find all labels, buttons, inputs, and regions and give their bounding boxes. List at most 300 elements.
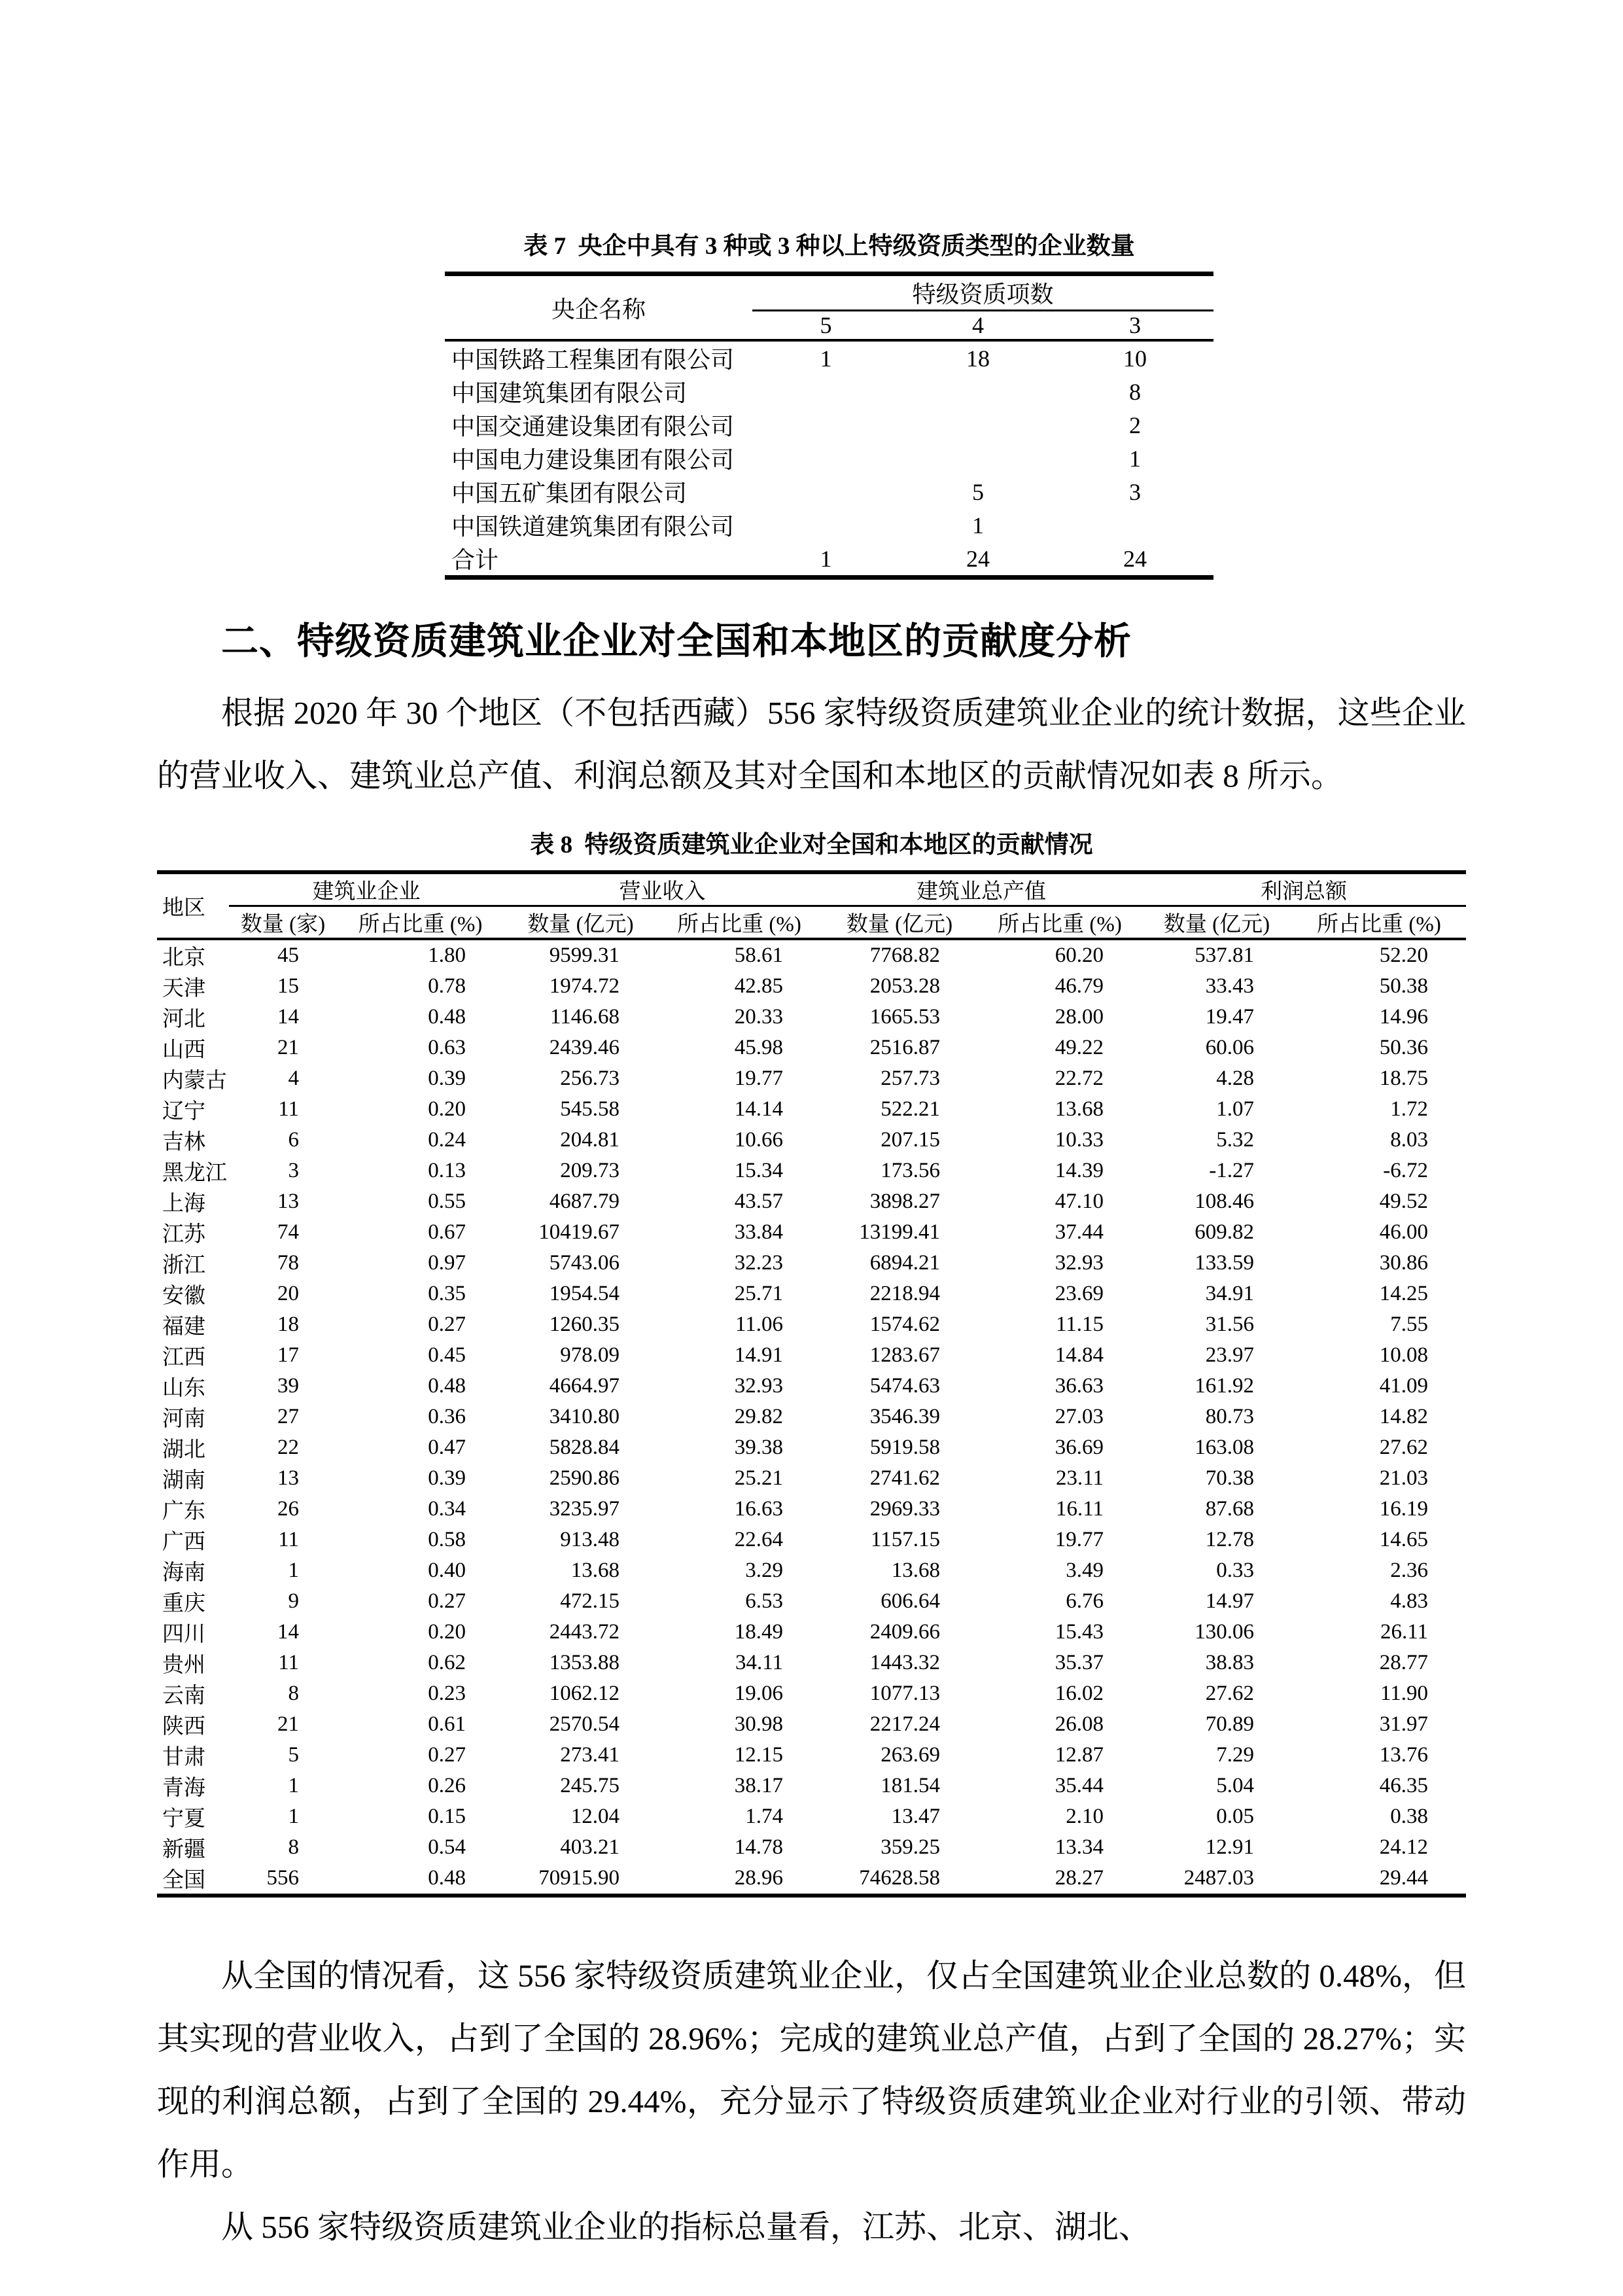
profit-amount-cell: 133.59 (1195, 1251, 1254, 1275)
company-name-cell: 合计 (451, 547, 499, 573)
table7-subcol-5: 5 (752, 311, 899, 341)
revenue-share-cell: 29.82 (734, 1405, 783, 1428)
enterprise-share-cell: 0.40 (428, 1559, 466, 1582)
revenue-share-cell: 16.63 (734, 1497, 783, 1521)
revenue-share-cell: 34.11 (735, 1651, 783, 1674)
profit-amount-cell: 60.06 (1205, 1036, 1254, 1059)
enterprise-count-cell: 74 (277, 1220, 299, 1244)
revenue-share-cell: 28.96 (734, 1866, 783, 1890)
table7-subcol-3: 3 (1056, 311, 1213, 341)
count-4-cell: 5 (972, 478, 984, 505)
revenue-amount-cell: 4664.97 (549, 1374, 620, 1398)
revenue-amount-cell: 12.04 (570, 1805, 620, 1828)
table-row (445, 542, 1213, 578)
revenue-share-cell: 10.66 (734, 1128, 783, 1152)
revenue-amount-cell: 2443.72 (549, 1620, 620, 1644)
enterprise-count-cell: 8 (288, 1835, 299, 1859)
revenue-amount-cell: 4687.79 (549, 1190, 620, 1213)
region-cell: 浙江 (162, 1254, 205, 1277)
output-amount-cell: 1157.15 (870, 1528, 940, 1551)
enterprise-count-cell: 39 (277, 1374, 299, 1398)
revenue-amount-cell: 9599.31 (549, 944, 620, 967)
region-cell: 江苏 (162, 1223, 205, 1246)
profit-amount-cell: 130.06 (1195, 1620, 1254, 1644)
region-cell: 宁夏 (162, 1807, 205, 1831)
output-share-cell: 13.34 (1055, 1835, 1104, 1859)
enterprise-count-cell: 11 (278, 1097, 299, 1121)
region-cell: 新疆 (162, 1838, 205, 1862)
count-3-cell: 24 (1123, 545, 1147, 572)
enterprise-count-cell: 27 (277, 1405, 299, 1428)
revenue-amount-cell: 2570.54 (549, 1712, 620, 1736)
count-4-cell (899, 442, 1056, 475)
enterprise-count-cell: 14 (277, 1005, 299, 1029)
revenue-share-cell: 25.21 (734, 1466, 783, 1490)
table8-header (157, 872, 1466, 939)
profit-share-cell: 49.52 (1379, 1190, 1428, 1213)
table-row (157, 1555, 1466, 1586)
profit-share-cell: 30.86 (1379, 1251, 1428, 1275)
enterprise-count-cell: 45 (277, 944, 299, 967)
output-share-cell: 37.44 (1055, 1220, 1104, 1244)
profit-amount-cell: 87.68 (1205, 1497, 1254, 1521)
profit-share-cell: 16.19 (1379, 1497, 1428, 1521)
revenue-amount-cell: 403.21 (560, 1835, 620, 1859)
output-amount-cell: 1574.62 (869, 1313, 940, 1336)
region-cell: 吉林 (162, 1131, 205, 1154)
output-amount-cell: 606.64 (881, 1589, 940, 1613)
enterprise-share-cell: 0.20 (428, 1620, 466, 1644)
profit-share-cell: 46.35 (1379, 1774, 1428, 1797)
table-row (157, 1094, 1466, 1125)
revenue-amount-cell: 3410.80 (549, 1405, 620, 1428)
table8-sub-share: 所占比重 (%) (978, 906, 1142, 940)
revenue-amount-cell: 3235.97 (549, 1497, 620, 1521)
enterprise-count-cell: 21 (277, 1712, 299, 1736)
enterprise-count-cell: 22 (277, 1436, 299, 1459)
output-share-cell: 14.84 (1055, 1343, 1104, 1367)
output-amount-cell: 13199.41 (859, 1220, 940, 1244)
count-4-cell: 1 (972, 512, 984, 539)
revenue-amount-cell: 70915.90 (538, 1866, 620, 1890)
revenue-amount-cell: 1954.54 (549, 1282, 620, 1305)
output-amount-cell: 5474.63 (869, 1374, 940, 1398)
output-amount-cell: 13.47 (891, 1805, 940, 1828)
revenue-amount-cell: 545.58 (560, 1097, 620, 1121)
table-row (157, 1125, 1466, 1156)
revenue-share-cell: 20.33 (734, 1005, 783, 1029)
enterprise-share-cell: 0.36 (428, 1405, 466, 1428)
profit-amount-cell: 161.92 (1195, 1374, 1254, 1398)
profit-share-cell: 46.00 (1379, 1220, 1428, 1244)
revenue-amount-cell: 1974.72 (549, 974, 620, 998)
profit-amount-cell: 0.05 (1216, 1805, 1254, 1828)
region-cell: 云南 (162, 1684, 205, 1708)
revenue-share-cell: 11.06 (735, 1313, 783, 1336)
table8-body (157, 939, 1466, 1896)
enterprise-share-cell: 0.54 (428, 1835, 466, 1859)
region-cell: 重庆 (162, 1592, 205, 1616)
profit-amount-cell: -1.27 (1209, 1159, 1254, 1182)
region-cell: 陕西 (162, 1715, 205, 1739)
output-share-cell: 19.77 (1055, 1528, 1104, 1551)
output-share-cell: 47.10 (1055, 1190, 1104, 1213)
table-row (445, 508, 1213, 542)
revenue-share-cell: 58.61 (734, 944, 783, 967)
table-row (445, 442, 1213, 475)
table-row (157, 1156, 1466, 1186)
revenue-amount-cell: 1062.12 (549, 1682, 620, 1705)
paragraph-next: 从 556 家特级资质建筑业企业的指标总量看，江苏、北京、湖北、 (221, 2209, 1151, 2245)
region-cell: 江西 (162, 1346, 205, 1369)
table-row (157, 1832, 1466, 1863)
region-cell: 全国 (162, 1869, 205, 1892)
profit-amount-cell: 34.91 (1205, 1282, 1254, 1305)
output-share-cell: 46.79 (1055, 974, 1104, 998)
enterprise-count-cell: 3 (288, 1159, 299, 1182)
table-row (157, 1678, 1466, 1709)
enterprise-count-cell: 15 (277, 974, 299, 998)
table-row (157, 1494, 1466, 1525)
revenue-amount-cell: 245.75 (560, 1774, 620, 1797)
enterprise-share-cell: 0.15 (428, 1805, 466, 1828)
enterprise-share-cell: 0.24 (428, 1128, 466, 1152)
output-share-cell: 12.87 (1055, 1743, 1104, 1767)
count-5-cell (752, 375, 899, 408)
table7-name-header: 央企名称 (445, 274, 752, 341)
company-name-cell: 中国电力建设集团有限公司 (451, 447, 735, 473)
count-4-cell: 24 (966, 545, 990, 572)
revenue-amount-cell: 204.81 (560, 1128, 620, 1152)
profit-amount-cell: 33.43 (1205, 974, 1254, 998)
profit-amount-cell: 12.91 (1205, 1835, 1254, 1859)
output-amount-cell: 2053.28 (869, 974, 940, 998)
enterprise-count-cell: 1 (288, 1805, 299, 1828)
count-3-cell (1056, 508, 1213, 542)
output-share-cell: 10.33 (1055, 1128, 1104, 1152)
table-row (445, 340, 1213, 375)
count-5-cell (752, 508, 899, 542)
enterprise-share-cell: 0.20 (428, 1097, 466, 1121)
table-row (157, 939, 1466, 971)
enterprise-share-cell: 0.58 (428, 1528, 466, 1551)
profit-amount-cell: 7.29 (1216, 1743, 1254, 1767)
output-share-cell: 23.11 (1055, 1466, 1104, 1490)
region-cell: 海南 (162, 1561, 205, 1585)
revenue-amount-cell: 209.73 (560, 1159, 620, 1182)
table-row (157, 1463, 1466, 1494)
revenue-amount-cell: 10419.67 (538, 1220, 620, 1244)
revenue-share-cell: 38.17 (734, 1774, 783, 1797)
profit-share-cell: 52.20 (1379, 944, 1428, 967)
table-row (157, 1586, 1466, 1617)
enterprise-count-cell: 21 (277, 1036, 299, 1059)
region-cell: 河北 (162, 1008, 205, 1031)
region-cell: 甘肃 (162, 1746, 205, 1769)
count-3-cell: 2 (1129, 412, 1141, 438)
revenue-share-cell: 32.93 (734, 1374, 783, 1398)
output-share-cell: 35.44 (1055, 1774, 1104, 1797)
profit-share-cell: 24.12 (1379, 1835, 1428, 1859)
region-cell: 青海 (162, 1776, 205, 1800)
table7-header (445, 274, 1213, 341)
output-amount-cell: 257.73 (881, 1067, 940, 1090)
table8-sub-share: 所占比重 (%) (1292, 906, 1466, 940)
profit-amount-cell: 23.97 (1205, 1343, 1254, 1367)
company-name-cell: 中国五矿集团有限公司 (451, 480, 688, 506)
output-share-cell: 16.11 (1055, 1497, 1104, 1521)
region-cell: 福建 (162, 1315, 205, 1339)
table-row (157, 1801, 1466, 1832)
count-5-cell: 1 (820, 345, 832, 372)
profit-share-cell: 14.82 (1379, 1405, 1428, 1428)
enterprise-count-cell: 5 (288, 1743, 299, 1767)
output-amount-cell: 2409.66 (869, 1620, 940, 1644)
region-cell: 河南 (162, 1407, 205, 1431)
output-amount-cell: 6894.21 (869, 1251, 940, 1275)
output-share-cell: 14.39 (1055, 1159, 1104, 1182)
output-share-cell: 22.72 (1055, 1067, 1104, 1090)
enterprise-count-cell: 26 (277, 1497, 299, 1521)
revenue-amount-cell: 1353.88 (549, 1651, 620, 1674)
table7-title: 表 7 央企中具有 3 种或 3 种以上特级资质类型的企业数量 (523, 233, 1135, 260)
revenue-share-cell: 3.29 (745, 1559, 783, 1582)
profit-amount-cell: 19.47 (1205, 1005, 1254, 1029)
company-name-cell: 中国铁路工程集团有限公司 (451, 347, 735, 373)
profit-share-cell: 8.03 (1390, 1128, 1428, 1152)
output-share-cell: 6.76 (1066, 1589, 1104, 1613)
count-3-cell: 3 (1129, 478, 1141, 505)
output-amount-cell: 181.54 (881, 1774, 940, 1797)
profit-amount-cell: 5.32 (1216, 1128, 1254, 1152)
enterprise-count-cell: 4 (288, 1067, 299, 1090)
profit-amount-cell: 108.46 (1195, 1190, 1254, 1213)
enterprise-share-cell: 0.48 (428, 1005, 466, 1029)
output-share-cell: 26.08 (1055, 1712, 1104, 1736)
table8-section (157, 824, 1466, 1898)
output-amount-cell: 263.69 (881, 1743, 940, 1767)
output-share-cell: 16.02 (1055, 1682, 1104, 1705)
enterprise-share-cell: 0.48 (428, 1866, 466, 1890)
company-name-cell: 中国交通建设集团有限公司 (451, 414, 735, 440)
revenue-amount-cell: 913.48 (560, 1528, 620, 1551)
region-cell: 辽宁 (162, 1100, 205, 1123)
table8-sub-amount: 数量 (亿元) (504, 906, 657, 940)
table-row (157, 1648, 1466, 1678)
profit-share-cell: 26.11 (1380, 1620, 1428, 1644)
enterprise-share-cell: 0.47 (428, 1436, 466, 1459)
paragraph-summary: 从全国的情况看，这 556 家特级资质建筑业企业，仅占全国建筑业企业总数的 0.48%，但其实现的营业收入，占到了全国的 28.96%；完成的建筑业总产值，占到了全国的 28.27%；实现的利润总额，占到了全国的 29.44%，充分显示了特级资质建筑业企业对行业的引领、带动作用。 (157, 1958, 1466, 2182)
revenue-share-cell: 14.78 (734, 1835, 783, 1859)
table-row (157, 1340, 1466, 1371)
revenue-share-cell: 19.77 (734, 1067, 783, 1090)
profit-amount-cell: 1.07 (1216, 1097, 1254, 1121)
output-share-cell: 13.68 (1055, 1097, 1104, 1121)
output-share-cell: 28.00 (1055, 1005, 1104, 1029)
table7 (445, 272, 1213, 580)
profit-amount-cell: 609.82 (1195, 1220, 1254, 1244)
profit-share-cell: 28.77 (1379, 1651, 1428, 1674)
output-share-cell: 60.20 (1055, 944, 1104, 967)
enterprise-count-cell: 1 (288, 1559, 299, 1582)
region-cell: 广西 (162, 1530, 205, 1554)
output-amount-cell: 1443.32 (869, 1651, 940, 1674)
enterprise-count-cell: 8 (288, 1682, 299, 1705)
table-row (157, 1186, 1466, 1217)
count-4-cell (899, 375, 1056, 408)
count-4-cell (899, 408, 1056, 442)
table8-group-revenue: 营业收入 (504, 872, 821, 906)
region-cell: 广东 (162, 1500, 205, 1523)
output-share-cell: 3.49 (1066, 1559, 1104, 1582)
output-amount-cell: 1665.53 (869, 1005, 940, 1029)
enterprise-count-cell: 14 (277, 1620, 299, 1644)
enterprise-share-cell: 0.35 (428, 1282, 466, 1305)
table-row (157, 1371, 1466, 1402)
revenue-share-cell: 15.34 (734, 1159, 783, 1182)
output-amount-cell: 2217.24 (869, 1712, 940, 1736)
revenue-share-cell: 6.53 (745, 1589, 783, 1613)
table8 (157, 870, 1466, 1898)
revenue-share-cell: 25.71 (734, 1282, 783, 1305)
table8-sub-count: 数量 (家) (229, 906, 337, 940)
enterprise-count-cell: 13 (277, 1466, 299, 1490)
profit-amount-cell: 4.28 (1216, 1067, 1254, 1090)
revenue-amount-cell: 256.73 (560, 1067, 620, 1090)
output-share-cell: 11.15 (1055, 1313, 1104, 1336)
table7-section (445, 226, 1213, 580)
profit-amount-cell: 70.38 (1205, 1466, 1254, 1490)
table-row (157, 1617, 1466, 1648)
table-row (445, 375, 1213, 408)
profit-share-cell: 11.90 (1380, 1682, 1428, 1705)
enterprise-share-cell: 0.62 (428, 1651, 466, 1674)
output-share-cell: 27.03 (1055, 1405, 1104, 1428)
output-amount-cell: 74628.58 (859, 1866, 940, 1890)
enterprise-count-cell: 13 (277, 1190, 299, 1213)
revenue-share-cell: 14.14 (734, 1097, 783, 1121)
table7-group-header: 特级资质项数 (752, 274, 1213, 311)
table8-sub-amount: 数量 (亿元) (1142, 906, 1292, 940)
output-amount-cell: 359.25 (881, 1835, 940, 1859)
region-cell: 北京 (162, 946, 205, 970)
enterprise-share-cell: 0.55 (428, 1190, 466, 1213)
revenue-amount-cell: 13.68 (570, 1559, 620, 1582)
revenue-amount-cell: 472.15 (560, 1589, 620, 1613)
revenue-share-cell: 1.74 (745, 1805, 783, 1828)
table-row (157, 1863, 1466, 1896)
output-amount-cell: 207.15 (881, 1128, 940, 1152)
enterprise-share-cell: 0.39 (428, 1067, 466, 1090)
profit-amount-cell: 70.89 (1205, 1712, 1254, 1736)
profit-share-cell: 13.76 (1379, 1743, 1428, 1767)
profit-amount-cell: 27.62 (1205, 1682, 1254, 1705)
region-cell: 天津 (162, 977, 205, 1000)
output-share-cell: 2.10 (1066, 1805, 1104, 1828)
revenue-amount-cell: 273.41 (560, 1743, 620, 1767)
count-3-cell: 1 (1129, 445, 1141, 472)
enterprise-share-cell: 0.34 (428, 1497, 466, 1521)
region-cell: 内蒙古 (162, 1069, 227, 1093)
output-amount-cell: 2218.94 (869, 1282, 940, 1305)
company-name-cell: 中国建筑集团有限公司 (451, 380, 688, 406)
profit-share-cell: 50.36 (1379, 1036, 1428, 1059)
enterprise-count-cell: 78 (277, 1251, 299, 1275)
count-5-cell (752, 475, 899, 508)
output-share-cell: 28.27 (1055, 1866, 1104, 1890)
profit-amount-cell: 5.04 (1216, 1774, 1254, 1797)
paragraph-intro: 根据 2020 年 30 个地区（不包括西藏）556 家特级资质建筑业企业的统计数据，这些企业的营业收入、建筑业总产值、利润总额及其对全国和本地区的贡献情况如表 8 所示。 (157, 695, 1466, 794)
table-row (157, 1279, 1466, 1309)
enterprise-share-cell: 0.67 (428, 1220, 466, 1244)
profit-share-cell: 31.97 (1379, 1712, 1428, 1736)
enterprise-share-cell: 0.97 (428, 1251, 466, 1275)
enterprise-share-cell: 0.78 (428, 974, 466, 998)
enterprise-share-cell: 0.48 (428, 1374, 466, 1398)
table-row (157, 1525, 1466, 1555)
profit-amount-cell: 80.73 (1205, 1405, 1254, 1428)
profit-amount-cell: 537.81 (1195, 944, 1254, 967)
region-cell: 安徽 (162, 1284, 205, 1308)
profit-share-cell: 14.25 (1379, 1282, 1428, 1305)
output-amount-cell: 13.68 (891, 1559, 940, 1582)
region-cell: 湖南 (162, 1469, 205, 1492)
table-row (445, 408, 1213, 442)
enterprise-share-cell: 0.63 (428, 1036, 466, 1059)
count-3-cell: 8 (1129, 378, 1141, 405)
profit-share-cell: 21.03 (1379, 1466, 1428, 1490)
enterprise-share-cell: 0.45 (428, 1343, 466, 1367)
output-amount-cell: 2969.33 (869, 1497, 940, 1521)
table-row (157, 1432, 1466, 1463)
enterprise-count-cell: 11 (278, 1651, 299, 1674)
profit-amount-cell: 12.78 (1205, 1528, 1254, 1551)
revenue-share-cell: 43.57 (734, 1190, 783, 1213)
table7-subcol-4: 4 (899, 311, 1056, 341)
output-amount-cell: 173.56 (881, 1159, 940, 1182)
table8-sub-share: 所占比重 (%) (657, 906, 821, 940)
enterprise-count-cell: 556 (266, 1866, 299, 1890)
profit-share-cell: -6.72 (1383, 1159, 1428, 1182)
revenue-share-cell: 18.49 (734, 1620, 783, 1644)
table-row (157, 1709, 1466, 1740)
enterprise-count-cell: 18 (277, 1313, 299, 1336)
profit-amount-cell: 163.08 (1195, 1436, 1254, 1459)
enterprise-count-cell: 9 (288, 1589, 299, 1613)
output-amount-cell: 1283.67 (869, 1343, 940, 1367)
profit-share-cell: 2.36 (1390, 1559, 1428, 1582)
profit-share-cell: 4.83 (1390, 1589, 1428, 1613)
enterprise-share-cell: 0.27 (428, 1743, 466, 1767)
table-row (157, 1771, 1466, 1801)
table8-group-output: 建筑业总产值 (821, 872, 1142, 906)
region-cell: 山东 (162, 1377, 205, 1400)
table-row (157, 1309, 1466, 1340)
revenue-share-cell: 12.15 (734, 1743, 783, 1767)
revenue-share-cell: 22.64 (734, 1528, 783, 1551)
profit-share-cell: 10.08 (1379, 1343, 1428, 1367)
count-5-cell (752, 408, 899, 442)
table-row (157, 1402, 1466, 1432)
enterprise-share-cell: 0.26 (428, 1774, 466, 1797)
enterprise-count-cell: 20 (277, 1282, 299, 1305)
output-amount-cell: 7768.82 (869, 944, 940, 967)
count-5-cell: 1 (820, 545, 832, 572)
enterprise-share-cell: 0.27 (428, 1313, 466, 1336)
revenue-amount-cell: 5828.84 (549, 1436, 620, 1459)
revenue-amount-cell: 978.09 (560, 1343, 620, 1367)
profit-share-cell: 1.72 (1390, 1097, 1428, 1121)
